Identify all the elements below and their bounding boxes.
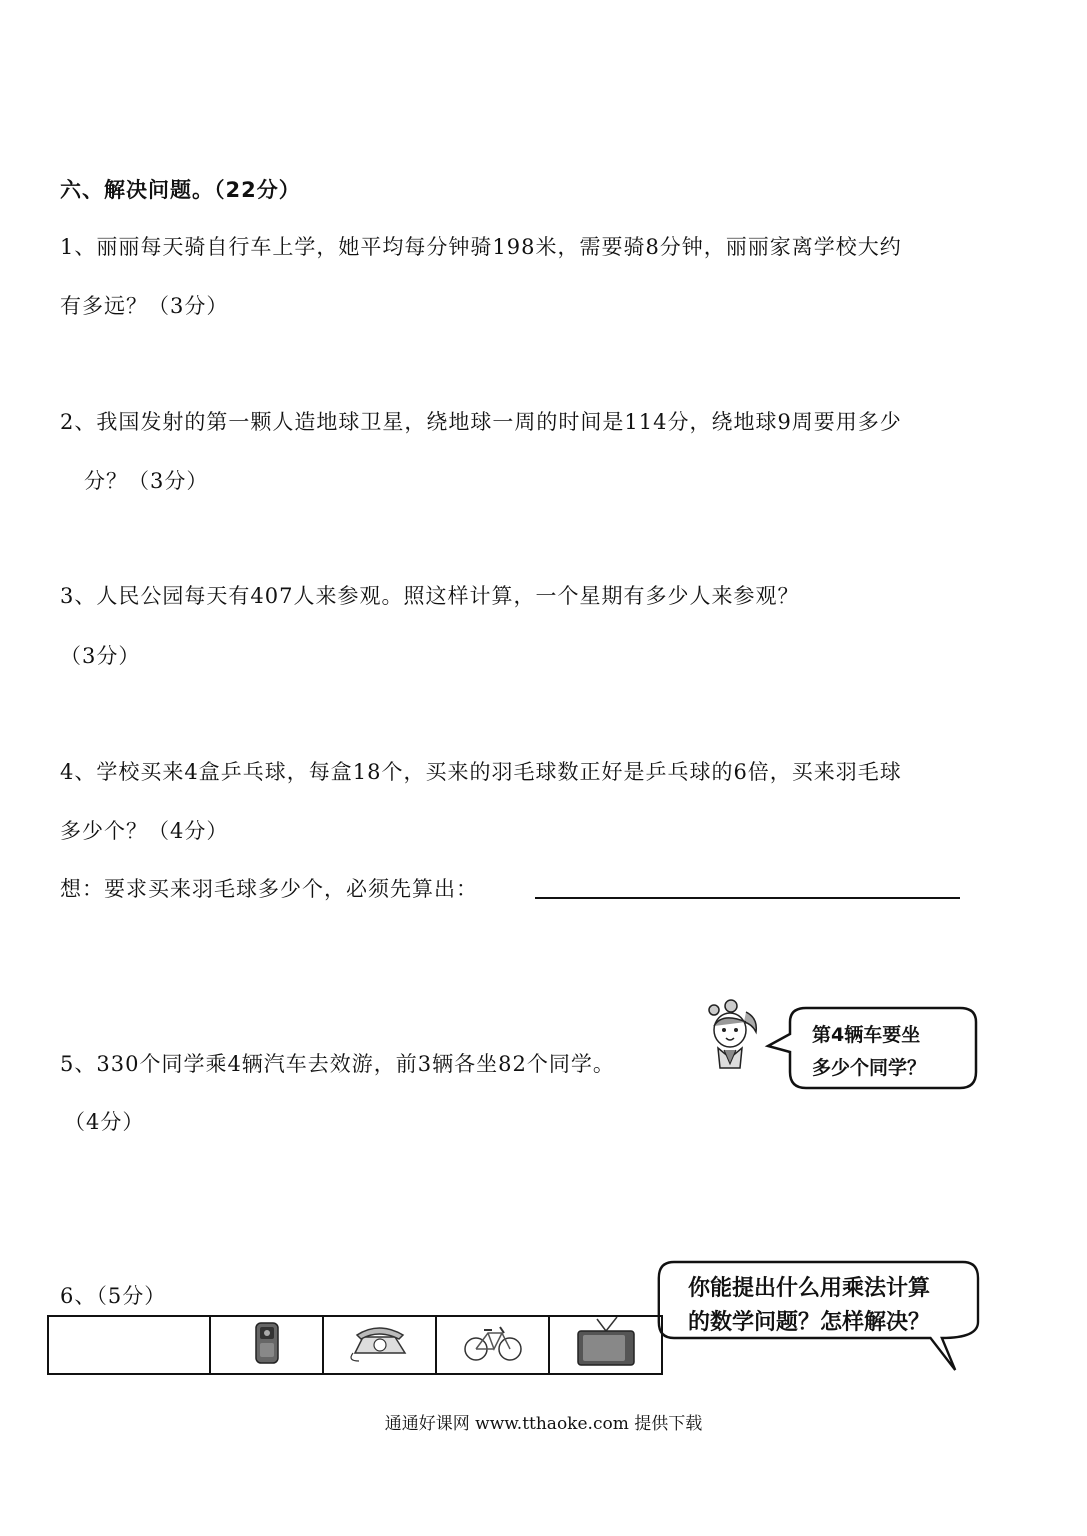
section-title: 六、解决问题。（22分） xyxy=(60,178,301,202)
footer-text: 通通好课网 www.tthaoke.com 提供下载 xyxy=(384,1414,703,1434)
blank-cell[interactable] xyxy=(48,1316,210,1374)
telephone-icon xyxy=(349,1323,411,1363)
bubble-q6-line2: 的数学问题？怎样解决？ xyxy=(688,1310,931,1335)
q4-line2: 多少个？（4分） xyxy=(60,819,229,843)
q1-line1: 1、丽丽每天骑自行车上学，她平均每分钟骑198米，需要骑8分钟，丽丽家离学校大约 xyxy=(60,235,902,259)
items-table xyxy=(47,1315,663,1375)
girl-cartoon-icon xyxy=(700,998,762,1070)
mobile-phone-icon xyxy=(252,1321,282,1365)
bicycle-cell xyxy=(436,1316,549,1374)
telephone-cell xyxy=(323,1316,436,1374)
q4-line1: 4、学校买来4盒乒乓球，每盒18个，买来的羽毛球数正好是乒乓球的6倍，买来羽毛球 xyxy=(60,760,902,784)
q4-hint: 想：要求买来羽毛球多少个，必须先算出： xyxy=(60,877,478,901)
q3-line2: （3分） xyxy=(60,644,141,668)
tv-cell xyxy=(549,1316,662,1374)
bubble-q6-line1: 你能提出什么用乘法计算 xyxy=(688,1276,931,1301)
television-icon xyxy=(575,1317,637,1369)
q2-line2: 分？（3分） xyxy=(84,469,209,493)
phone-cell xyxy=(210,1316,323,1374)
bubble-q5-line2: 多少个同学？ xyxy=(812,1057,927,1079)
q5-line1: 5、330个同学乘4辆汽车去效游，前3辆各坐82个同学。 xyxy=(60,1052,615,1076)
q1-line2: 有多远？（3分） xyxy=(60,294,229,318)
q2-line1: 2、我国发射的第一颗人造地球卫星，绕地球一周的时间是114分，绕地球9周要用多少 xyxy=(60,410,902,434)
q5-line2: （4分） xyxy=(64,1110,145,1134)
bicycle-icon xyxy=(462,1323,524,1363)
q6-label: 6、（5分） xyxy=(60,1284,167,1308)
bubble-q5-line1: 第4辆车要坐 xyxy=(812,1024,921,1046)
answer-blank-line[interactable] xyxy=(535,897,960,899)
speech-bubble-q5 xyxy=(760,1000,985,1095)
q3-line1: 3、人民公园每天有407人来参观。照这样计算，一个星期有多少人来参观？ xyxy=(60,584,800,608)
